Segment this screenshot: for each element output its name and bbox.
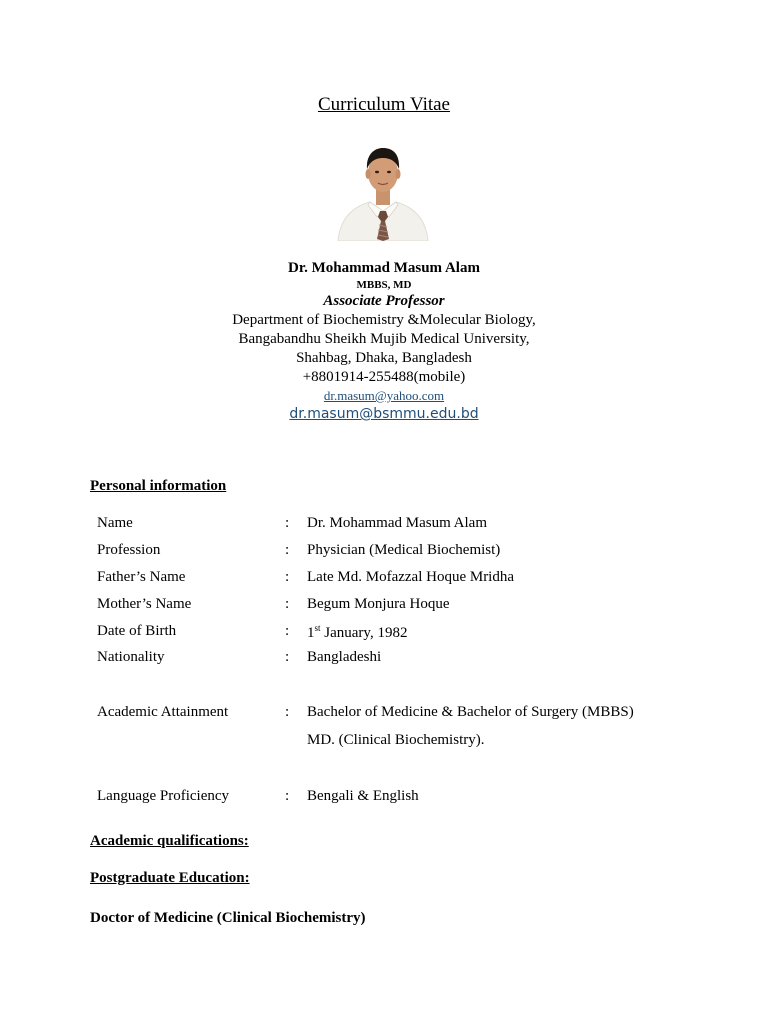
info-value: Begum Monjura Hoque — [307, 596, 450, 612]
address-line-university: Bangabandhu Sheikh Mujib Medical University, — [238, 331, 530, 347]
info-value: Dr. Mohammad Masum Alam — [307, 515, 487, 531]
email-link-yahoo[interactable]: dr.masum@yahoo.com — [323, 388, 445, 403]
person-name: Dr. Mohammad Masum Alam — [288, 260, 480, 276]
info-label: Father’s Name — [97, 569, 186, 585]
info-value: Late Md. Mofazzal Hoque Mridha — [307, 569, 515, 585]
info-row-dob — [97, 623, 697, 643]
degree-title: Doctor of Medicine (Clinical Biochemistry) — [90, 910, 366, 926]
email-link-bsmmu[interactable]: dr.masum@bsmmu.edu.bd — [289, 406, 479, 422]
info-separator: : — [285, 596, 290, 612]
info-row-academic-attainment — [97, 704, 697, 724]
info-label: Date of Birth — [97, 623, 177, 639]
academic-qualifications-heading: Academic qualifications: — [90, 833, 249, 849]
info-row-academic-attainment-line2 — [97, 732, 697, 752]
info-separator: : — [285, 542, 290, 558]
dob-day: 1 — [307, 625, 315, 641]
dob-rest: January, 1982 — [320, 625, 408, 641]
info-separator: : — [285, 623, 290, 639]
info-value: Bangladeshi — [307, 649, 382, 665]
info-row-name — [97, 515, 697, 535]
info-value — [307, 623, 407, 642]
info-value: Bachelor of Medicine & Bachelor of Surgery (MBBS) — [307, 704, 634, 720]
profile-photo — [322, 139, 444, 241]
info-separator: : — [285, 649, 290, 665]
info-label: Profession — [97, 542, 161, 558]
document-title: Curriculum Vitae — [317, 94, 450, 115]
info-label: Name — [97, 515, 133, 531]
dob-day-suffix: st — [314, 623, 321, 633]
info-value: Bengali & English — [307, 788, 419, 804]
phone-number: +8801914-255488(mobile) — [302, 369, 466, 385]
info-row-profession — [97, 542, 697, 562]
info-row-father — [97, 569, 697, 589]
info-value: MD. (Clinical Biochemistry). — [307, 732, 485, 748]
info-separator: : — [285, 515, 290, 531]
address-line-department: Department of Biochemistry &Molecular Biology, — [232, 312, 536, 328]
person-degrees: MBBS, MD — [356, 279, 412, 291]
info-separator: : — [285, 704, 290, 720]
info-row-mother — [97, 596, 697, 616]
info-label: Nationality — [97, 649, 165, 665]
info-separator: : — [285, 569, 290, 585]
person-position: Associate Professor — [323, 293, 445, 309]
contact-header — [0, 259, 768, 424]
info-separator: : — [285, 788, 290, 804]
info-row-language — [97, 788, 697, 808]
postgraduate-education-heading: Postgraduate Education: — [90, 870, 250, 886]
info-label: Mother’s Name — [97, 596, 192, 612]
address-line-city: Shahbag, Dhaka, Bangladesh — [296, 350, 472, 366]
info-row-nationality — [97, 649, 697, 669]
info-value: Physician (Medical Biochemist) — [307, 542, 501, 558]
personal-information-heading: Personal information — [90, 478, 227, 494]
info-label: Language Proficiency — [97, 788, 230, 804]
info-label: Academic Attainment — [97, 704, 229, 720]
